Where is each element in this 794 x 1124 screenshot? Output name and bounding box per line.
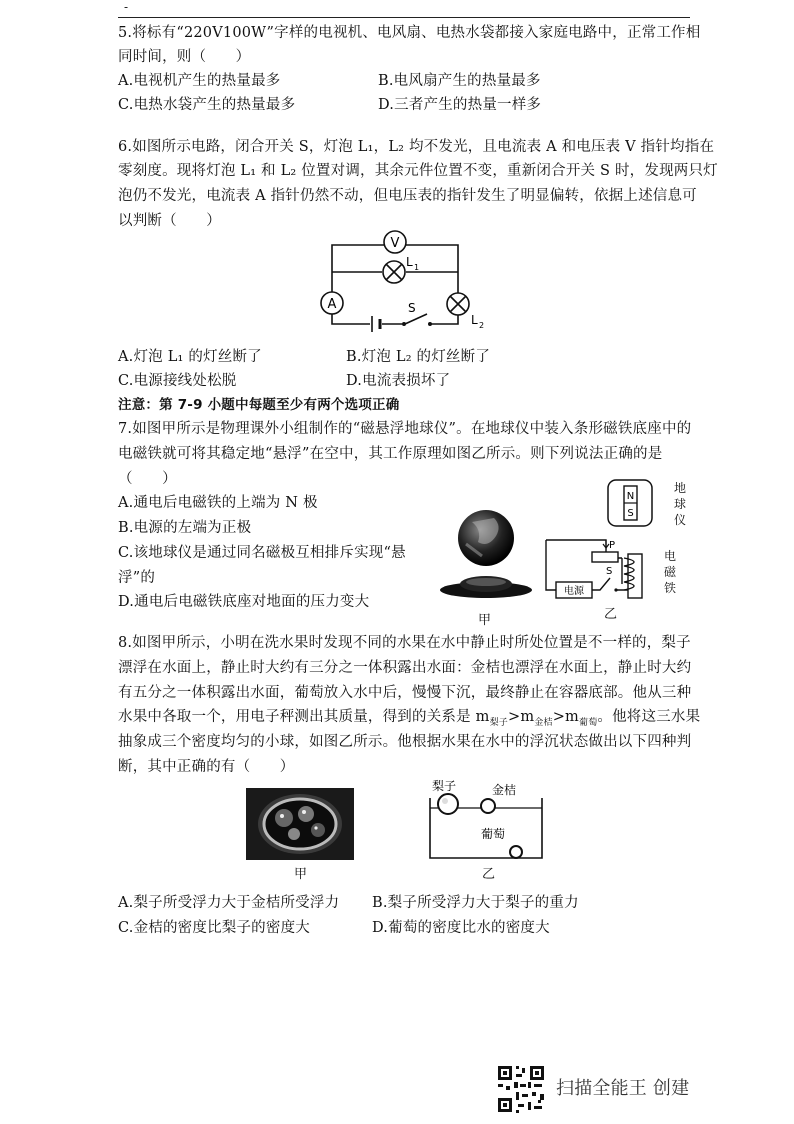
q6-option-a: A.灯泡 L₁ 的灯丝断了 [118,349,262,365]
q8-line5: 抽象成三个密度均匀的小球，如图乙所示。他根据水果在水中的浮沉状态做出以下四种判 [118,734,692,750]
switch-icon [402,314,432,326]
pear-label: 梨子 [432,779,457,793]
watermark-text: 扫描全能王 创建 [556,1078,690,1099]
battery-icon [372,316,380,332]
q7-line1: 7.如图甲所示是物理课外小组制作的“磁悬浮地球仪”。在地球仪中装入条形磁铁底座中的 [118,421,692,437]
q8-line2: 漂浮在水面上，静止时大约有三分之一体积露出水面：金桔也漂浮在水面上，静止时大约 [118,660,692,676]
q8-line4 [118,708,700,732]
globe-label-char: 地 [674,481,687,495]
q8-option-c: C.金桔的密度比梨子的密度大 [118,920,310,936]
fruit-bowl-photo [246,788,354,860]
globe-vertical-label [674,480,688,528]
q8-figure-yi-label: 乙 [482,867,496,882]
grape-label: 葡萄 [481,827,506,841]
electromagnet-vertical-label [664,548,678,596]
q7-option-b: B.电源的左端为正极 [118,520,252,536]
q8-line4-b: >m [507,709,535,725]
globe-label-char: 球 [674,497,687,511]
q8-line4-c: >m [552,709,579,725]
magnet-n-label: N [626,491,635,502]
em-label-char: 磁 [664,565,677,579]
q7-figure-jia-label: 甲 [478,613,492,628]
lamp-l2-sub: 2 [479,321,485,330]
q8-figure-jia-label: 甲 [294,867,308,882]
ammeter-label: A [327,297,337,312]
electromagnet-coil-icon [624,554,642,598]
q5-option-d: D.三者产生的热量一样多 [378,97,542,113]
header-mark: - [124,0,129,14]
q5-line1: 5.将标有“220V100W”字样的电视机、电风扇、电热水袋都接入家庭电路中，正常工作相 [118,25,701,41]
q8-line4-a: 水果中各取一个，用电子秤测出其质量，得到的关系是 m [118,709,490,725]
q8-sub-pear: 梨子 [489,717,508,728]
q7-figure-yi-label: 乙 [604,607,618,622]
levitating-globe-photo [432,500,540,608]
lamp-l1-sub: 1 [414,263,420,272]
q7-option-d: D.通电后电磁铁底座对地面的压力变大 [118,594,370,610]
note-multi-answer: 注意：第 7-9 小题中每题至少有两个选项正确 [118,397,400,413]
q7-option-a: A.通电后电磁铁的上端为 N 极 [118,495,318,511]
q8-option-a: A.梨子所受浮力大于金桔所受浮力 [118,895,340,911]
q5-option-a: A.电视机产生的热量最多 [118,73,281,89]
kumquat-label: 金桔 [492,783,517,797]
qr-code-icon [496,1064,546,1114]
top-rule [118,17,690,18]
circuit-diagram [310,228,500,338]
magnet-s-label: S [627,508,634,519]
q8-line3: 有五分之一体积露出水面，葡萄放入水中后，慢慢下沉，最终静止在容器底部。他从三种 [118,685,692,701]
q7-line3: （ ） [118,471,177,487]
q6-option-b: B.灯泡 L₂ 的灯丝断了 [346,349,491,365]
q7-line2: 电磁铁就可将其稳定地“悬浮”在空中，其工作原理如图乙所示。则下列说法正确的是 [118,446,663,462]
em-label-char: 铁 [664,581,677,595]
q8-option-b: B.梨子所受浮力大于梨子的重力 [372,895,579,911]
q6-option-d: D.电流表损坏了 [346,373,451,389]
lamp-l2-icon [447,293,469,315]
q6-option-c: C.电源接线处松脱 [118,373,237,389]
floating-balls-container [426,778,548,862]
q5-option-b: B.电风扇产生的热量最多 [378,73,541,89]
q7-option-c1: C.该地球仪是通过同名磁极互相排斥实现“悬 [118,545,406,561]
q6-line2: 零刻度。现将灯泡 L₁ 和 L₂ 位置对调，其余元件位置不变，重新闭合开关 S 时，发现两只灯 [118,163,718,179]
power-source-label: 电源 [564,586,584,597]
q5-option-c: C.电热水袋产生的热量最多 [118,97,296,113]
em-label-char: 电 [664,549,677,563]
q8-line4-d: 。他将这三水果 [597,709,701,725]
q8-option-d: D.葡萄的密度比水的密度大 [372,920,550,936]
q5-line2: 同时间，则（ ） [118,49,251,65]
q8-sub-grape: 葡萄 [579,717,598,728]
q7-option-c2: 浮”的 [118,570,156,586]
rheostat-icon [592,552,618,562]
q8-sub-kumquat: 金桔 [534,717,553,728]
q8-line1: 8.如图甲所示，小明在洗水果时发现不同的水果在水中静止时所处位置是不一样的，梨子 [118,635,691,651]
switch-s-label: S [606,566,613,577]
kumquat-ball [481,799,495,813]
lamp-l1-icon [383,261,405,283]
lamp-l1-label: L [406,255,413,269]
q6-line4: 以判断（ ） [118,213,221,229]
rheostat-p-label: P [609,540,616,551]
globe-label-char: 仪 [674,513,687,527]
switch-label: S [408,301,416,315]
lamp-l2-label: L [471,313,478,327]
q6-line1: 6.如图所示电路，闭合开关 S，灯泡 L₁，L₂ 均不发光，且电流表 A 和电压表 V 指针均指在 [118,139,715,155]
pear-ball [438,794,458,814]
q6-line3: 泡仍不发光，电流表 A 指针仍然不动，但电压表的指针发生了明显偏转，依据上述信息可 [118,188,697,204]
grape-ball [510,846,522,858]
q8-line6: 断，其中正确的有（ ） [118,759,295,775]
voltmeter-label: V [390,236,400,251]
